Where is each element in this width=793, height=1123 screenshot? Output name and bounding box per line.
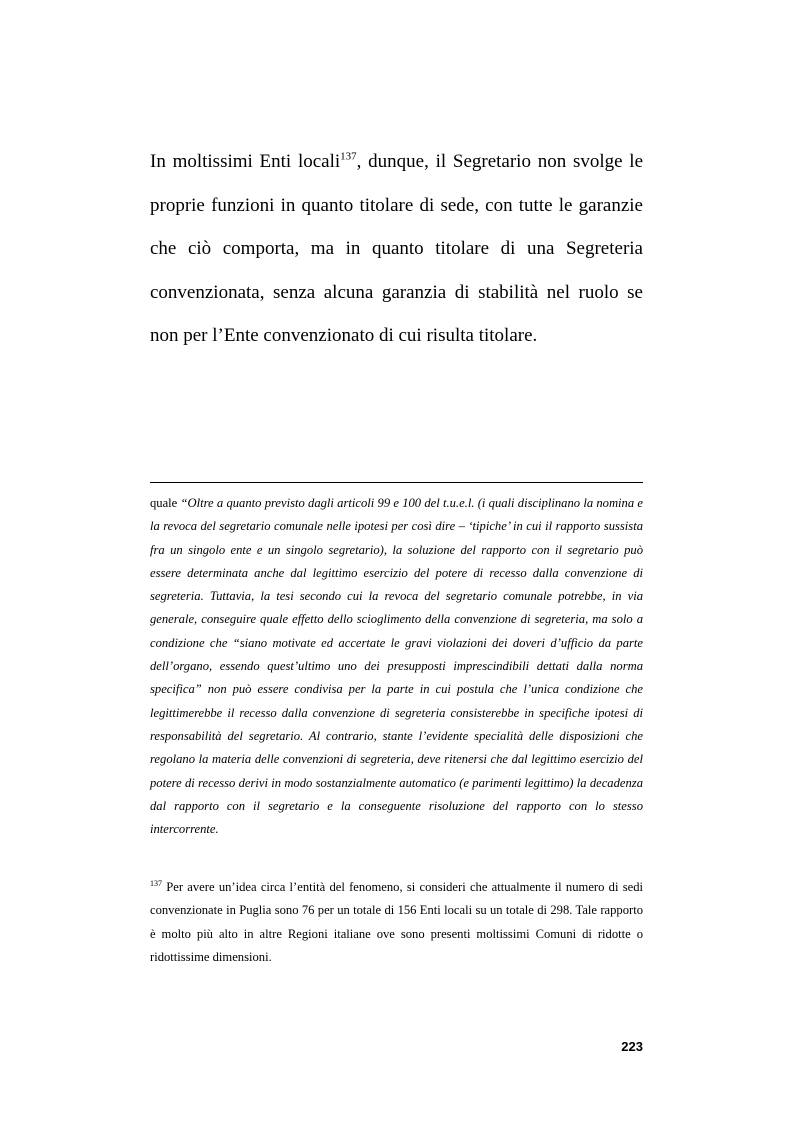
footnote-reference-137[interactable]: 137 [340, 150, 357, 163]
main-paragraph [150, 140, 643, 358]
main-text-before: In moltissimi Enti locali [150, 151, 341, 172]
main-text-after: , dunque, il Segretario non svolge le proprie funzioni in quanto titolare di sede, con tutte le garanzie che ciò comporta, ma in quanto titolare di una Segreteria convenzionata, senza alcuna garanzia di stabilità nel ruolo se non per l’Ente convenzionato di cui risulta titolare. [150, 151, 644, 346]
footnote-137 [150, 876, 643, 969]
page-number: 223 [621, 1039, 643, 1054]
footnote-continuation-quote: “Oltre a quanto previsto dagli articoli 99 e 100 del t.u.e.l. (i quali disciplinano la nomina e la revoca del segretario comunale nelle ipotesi per così dire – ‘tipiche’ in cui il rapporto sussista fra un singolo ente e un singolo segretario), la soluzione del rapporto con il segretario può essere determinata anche dal legittimo esercizio del potere di recesso dalla convenzione di segreteria. Tuttavia, la tesi secondo cui la revoca del segretario comunale potrebbe, in via generale, conseguire quale effetto dello scioglimento della convenzione di segreteria, ma solo a condizione che “siano motivate ed accertate le gravi violazioni dei doveri d’ufficio da parte dell’organo, essendo quest’ultimo uno dei presupposti imprescindibili dettati dalla norma specifica” non può essere condivisa per la parte in cui postula che l’unica condizione che legittimerebbe il recesso dalla convenzione di segreteria consisterebbe in specifiche ipotesi di responsabilità del segretario. Al contrario, stante l’evidente specialità delle disposizioni che regolano la materia delle convenzioni di segreteria, deve ritenersi che dal legittimo esercizio del potere di recesso derivi in modo sostanzialmente automatico (e parimenti legittimo) la decadenza dal rapporto con il segretario e la conseguente risoluzione del rapporto con lo stesso intercorrente. [150, 496, 643, 837]
footnote-continuation [150, 492, 643, 841]
footnote-137-text: Per avere un’idea circa l’entità del fenomeno, si consideri che attualmente il numero di sedi convenzionate in Puglia sono 76 per un totale di 156 Enti locali su un totale di 298. Tale rapporto è molto più alto in altre Regioni italiane ove sono presenti moltissimi Comuni di ridotte o ridottissime dimensioni. [150, 880, 643, 964]
footnote-137-number: 137 [150, 878, 162, 888]
footnote-continuation-lead: quale [150, 496, 181, 510]
footnote-separator [150, 482, 643, 483]
